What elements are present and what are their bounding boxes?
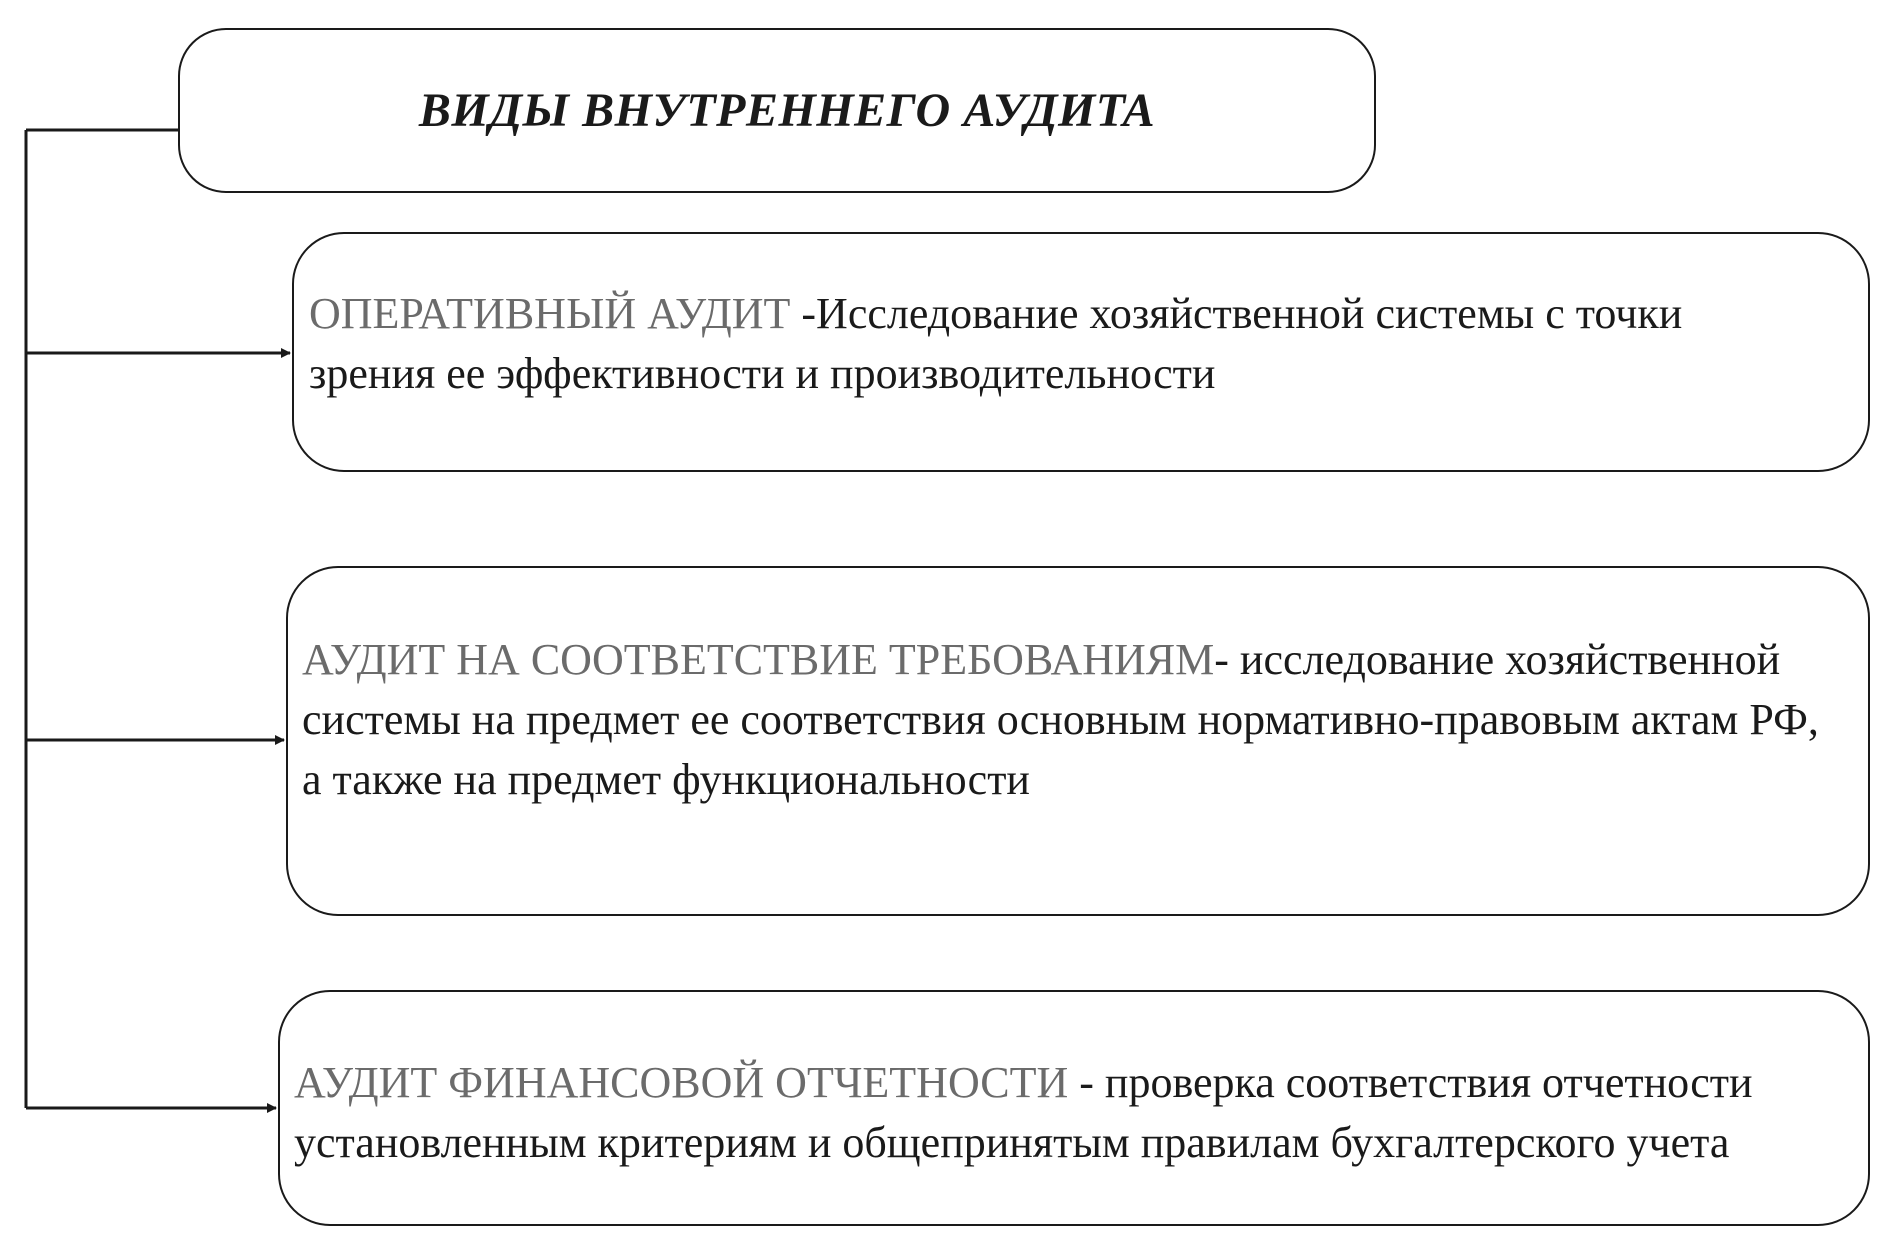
audit-type-title: ОПЕРАТИВНЫЙ АУДИТ (309, 289, 802, 338)
audit-type-title: АУДИТ НА СООТВЕТСТВИЕ ТРЕБОВАНИЯМ (302, 635, 1215, 684)
diagram-title: ВИДЫ ВНУТРЕННЕГО АУДИТА (418, 84, 1156, 137)
audit-type-description: - проверка соответствия отчетности установленным критериям и общепринятым правилам бухгалтерского учета (294, 1058, 1753, 1167)
audit-type-text (294, 284, 1868, 404)
audit-type-box-financial (278, 990, 1870, 1226)
audit-type-box-operational (292, 232, 1870, 472)
audit-type-description: -Исследование хозяйственной системы с точки зрения ее эффективности и производительности (309, 289, 1683, 398)
diagram-title-box (178, 28, 1376, 193)
audit-type-text (280, 1053, 1868, 1173)
audit-type-text (288, 630, 1868, 810)
audit-type-box-compliance (286, 566, 1870, 916)
audit-type-title: АУДИТ ФИНАНСОВОЙ ОТЧЕТНОСТИ (294, 1058, 1069, 1107)
audit-type-description: - исследование хозяйственной системы на предмет ее соответствия основным нормативно-правовым актам РФ, а также на предмет функциональности (302, 635, 1819, 804)
